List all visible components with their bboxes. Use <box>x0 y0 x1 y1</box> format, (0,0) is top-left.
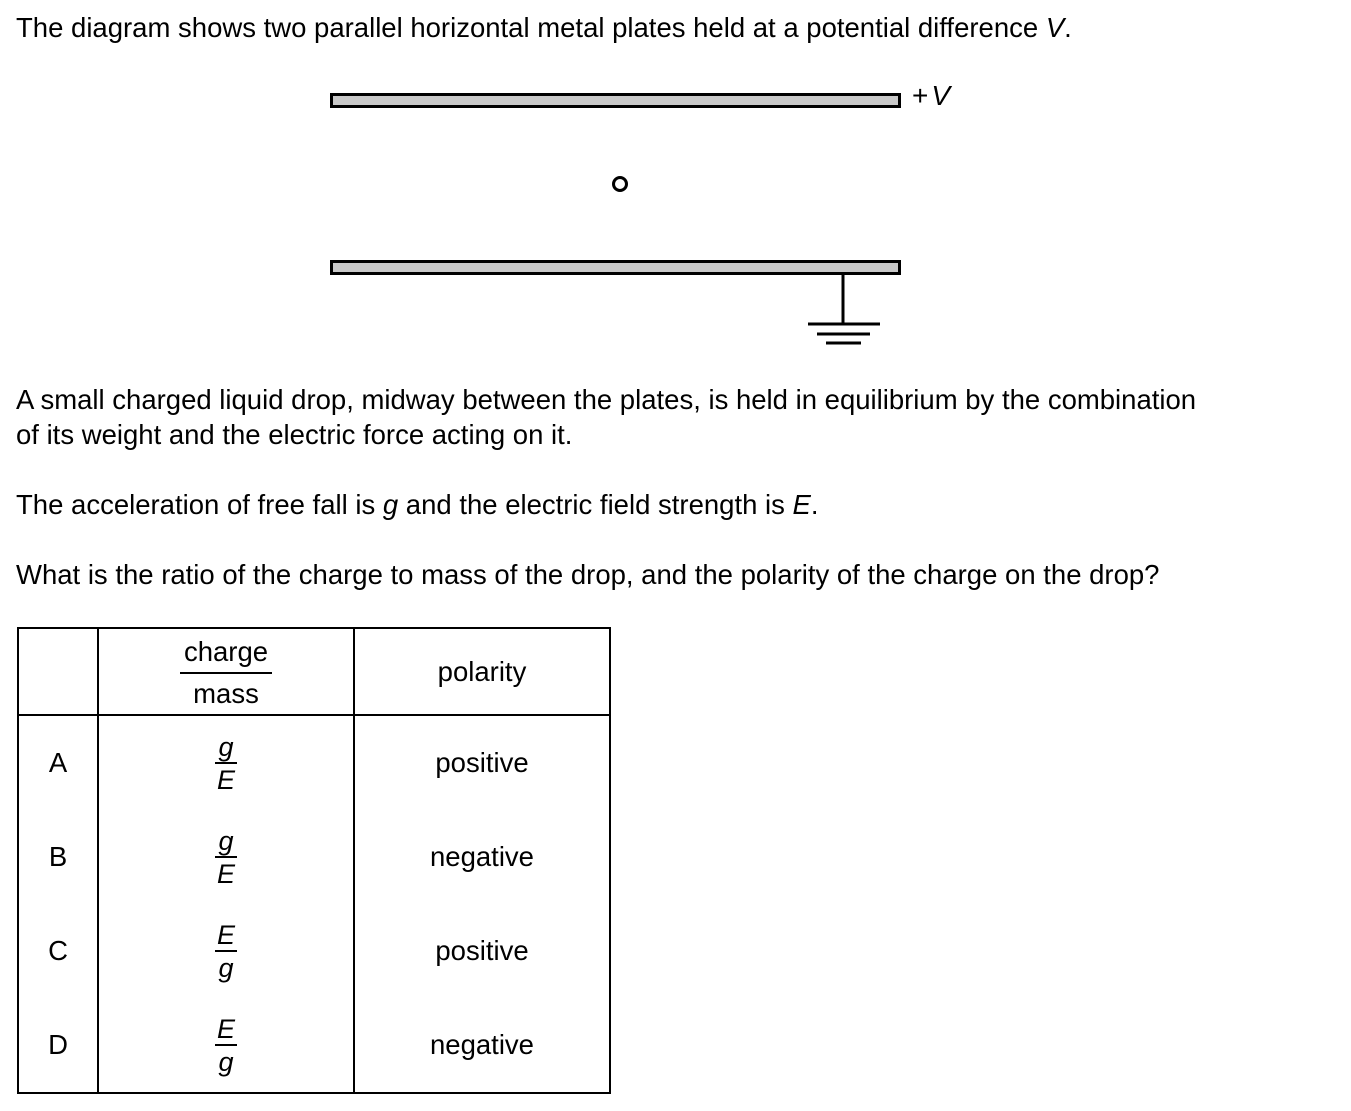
table-row <box>18 810 610 904</box>
answer-table <box>17 627 611 1094</box>
symbol-e: E <box>792 489 811 520</box>
ratio-cell <box>98 715 354 810</box>
ratio-cell <box>98 998 354 1093</box>
header-option-cell <box>18 628 98 715</box>
ratio-cell <box>98 904 354 998</box>
bottom-plate <box>332 262 900 274</box>
fraction-numerator: E <box>216 1014 235 1044</box>
accel-pre: The acceleration of free fall is <box>16 489 383 520</box>
table-header-row <box>18 628 610 715</box>
ratio-denominator: mass <box>193 677 259 709</box>
ratio-fraction <box>215 1016 237 1077</box>
top-plate <box>332 95 900 107</box>
header-ratio-cell <box>98 628 354 715</box>
intro-text: The diagram shows two parallel horizontal metal plates held at a potential difference <box>16 12 1046 43</box>
question-prompt: What is the ratio of the charge to mass of the drop, and the polarity of the charge on the drop? <box>16 559 1160 590</box>
ratio-cell <box>98 810 354 904</box>
fraction-denominator: g <box>218 953 234 983</box>
polarity-cell: positive <box>354 904 610 998</box>
drop-text-line1: A small charged liquid drop, midway between the plates, is held in equilibrium by the combination <box>16 384 1197 415</box>
fraction-denominator: g <box>218 1047 234 1077</box>
option-label[interactable]: A <box>18 715 98 810</box>
symbol-g: g <box>382 489 399 520</box>
option-label[interactable]: D <box>18 998 98 1093</box>
fraction-denominator: E <box>216 765 235 795</box>
earth-icon <box>808 275 880 343</box>
accel-mid: and the electric field strength is <box>398 489 793 520</box>
intro-end: . <box>1064 12 1072 43</box>
charge-mass-fraction <box>180 638 272 707</box>
table-row <box>18 715 610 810</box>
polarity-cell: negative <box>354 810 610 904</box>
ratio-fraction <box>215 922 237 983</box>
drop-text-line2: of its weight and the electric force acting on it. <box>16 419 573 450</box>
fraction-numerator: g <box>218 826 234 856</box>
option-label[interactable]: B <box>18 810 98 904</box>
header-polarity-cell: polarity <box>354 628 610 715</box>
table-row <box>18 998 610 1093</box>
ratio-numerator: charge <box>183 636 269 667</box>
polarity-cell: negative <box>354 998 610 1093</box>
ratio-fraction <box>215 828 237 889</box>
table-row <box>18 904 610 998</box>
fraction-denominator: E <box>216 859 235 889</box>
fraction-numerator: g <box>218 732 234 762</box>
accel-end: . <box>810 489 819 520</box>
acceleration-paragraph <box>16 487 819 522</box>
drop-paragraph <box>16 382 1196 452</box>
top-plate-label: + V <box>912 80 951 111</box>
parallel-plates-diagram <box>0 0 1351 360</box>
ratio-fraction <box>215 734 237 795</box>
option-label[interactable]: C <box>18 904 98 998</box>
polarity-cell: positive <box>354 715 610 810</box>
intro-symbol-v: V <box>1045 12 1065 43</box>
charged-drop <box>614 178 627 191</box>
fraction-numerator: E <box>216 920 235 950</box>
